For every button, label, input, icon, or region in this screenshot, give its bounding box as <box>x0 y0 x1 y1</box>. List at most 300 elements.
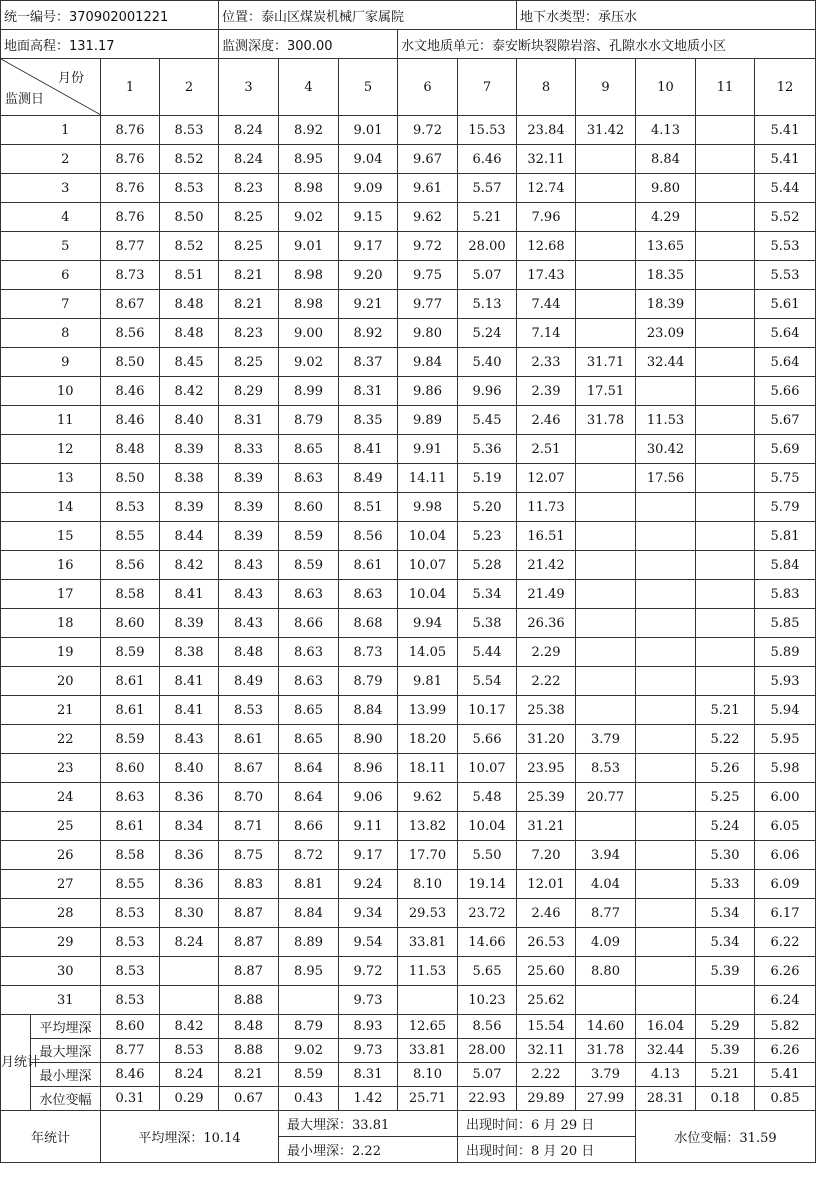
data-cell: 17.51 <box>576 377 636 406</box>
data-cell: 6.00 <box>755 783 816 812</box>
data-cell: 9.24 <box>339 870 398 899</box>
monitoring-depth: 监测深度：300.00 <box>219 30 398 59</box>
data-cell: 5.25 <box>696 783 755 812</box>
data-cell: 8.51 <box>160 261 219 290</box>
table-row <box>1 348 816 377</box>
data-cell <box>696 551 755 580</box>
data-cell: 8.42 <box>160 377 219 406</box>
data-cell: 32.44 <box>636 348 696 377</box>
month-header-cell: 1 <box>101 59 160 116</box>
data-cell: 9.84 <box>398 348 458 377</box>
data-cell: 8.43 <box>219 609 279 638</box>
data-cell: 8.55 <box>101 870 160 899</box>
data-cell: 10.07 <box>458 754 517 783</box>
data-cell: 13.82 <box>398 812 458 841</box>
day-spacer-cell <box>1 870 31 899</box>
data-cell: 9.15 <box>339 203 398 232</box>
data-cell: 8.64 <box>279 783 339 812</box>
data-cell: 8.81 <box>279 870 339 899</box>
month-header-cell: 9 <box>576 59 636 116</box>
data-cell: 6.06 <box>755 841 816 870</box>
stat-cell: 8.79 <box>279 1015 339 1039</box>
data-cell: 6.46 <box>458 145 517 174</box>
data-cell: 11.53 <box>398 957 458 986</box>
month-header-cell: 12 <box>755 59 816 116</box>
stat-cell: 8.21 <box>219 1063 279 1087</box>
table-row <box>1 899 816 928</box>
day-spacer-cell <box>1 841 31 870</box>
day-spacer-cell <box>1 319 31 348</box>
data-cell: 8.98 <box>279 290 339 319</box>
day-spacer-cell <box>1 609 31 638</box>
data-cell: 26.53 <box>517 928 576 957</box>
data-cell: 9.94 <box>398 609 458 638</box>
data-cell: 8.33 <box>219 435 279 464</box>
data-cell: 5.34 <box>458 580 517 609</box>
data-cell: 8.84 <box>636 145 696 174</box>
data-cell: 8.53 <box>101 986 160 1015</box>
data-cell: 8.55 <box>101 522 160 551</box>
data-cell: 8.56 <box>339 522 398 551</box>
data-cell: 8.37 <box>339 348 398 377</box>
day-spacer-cell <box>1 696 31 725</box>
corner-day-label: 监测日 <box>5 92 45 107</box>
month-header-cell: 2 <box>160 59 219 116</box>
stat-cell: 5.29 <box>696 1015 755 1039</box>
day-spacer-cell <box>1 725 31 754</box>
day-cell: 4 <box>31 203 101 232</box>
data-cell <box>636 667 696 696</box>
data-cell: 8.41 <box>339 435 398 464</box>
data-cell: 9.80 <box>398 319 458 348</box>
data-cell: 8.89 <box>279 928 339 957</box>
data-cell: 8.53 <box>101 493 160 522</box>
data-cell: 2.46 <box>517 406 576 435</box>
data-cell: 8.65 <box>279 435 339 464</box>
data-cell: 5.65 <box>458 957 517 986</box>
stat-cell: 8.77 <box>101 1039 160 1063</box>
stat-cell: 33.81 <box>398 1039 458 1063</box>
data-cell <box>636 580 696 609</box>
data-cell: 8.59 <box>101 638 160 667</box>
data-cell: 8.24 <box>219 116 279 145</box>
table-row <box>1 493 816 522</box>
stat-label: 最大埋深 <box>31 1039 101 1063</box>
data-cell <box>576 667 636 696</box>
data-cell: 8.25 <box>219 232 279 261</box>
data-cell: 8.41 <box>160 580 219 609</box>
data-cell <box>160 957 219 986</box>
data-cell: 8.39 <box>160 609 219 638</box>
data-cell <box>279 986 339 1015</box>
data-cell: 6.22 <box>755 928 816 957</box>
data-cell: 8.50 <box>101 464 160 493</box>
day-spacer-cell <box>1 580 31 609</box>
data-cell: 8.60 <box>101 609 160 638</box>
data-cell: 9.67 <box>398 145 458 174</box>
data-cell <box>696 116 755 145</box>
data-cell: 5.39 <box>696 957 755 986</box>
data-cell: 5.81 <box>755 522 816 551</box>
data-cell: 8.31 <box>339 377 398 406</box>
data-cell: 5.94 <box>755 696 816 725</box>
data-cell: 17.70 <box>398 841 458 870</box>
data-cell: 5.38 <box>458 609 517 638</box>
day-spacer-cell <box>1 290 31 319</box>
day-spacer-cell <box>1 928 31 957</box>
month-header-cell: 7 <box>458 59 517 116</box>
day-cell: 15 <box>31 522 101 551</box>
data-cell: 8.61 <box>219 725 279 754</box>
data-cell: 9.77 <box>398 290 458 319</box>
stat-cell: 8.24 <box>160 1063 219 1087</box>
day-cell: 25 <box>31 812 101 841</box>
day-cell: 31 <box>31 986 101 1015</box>
stat-cell: 8.88 <box>219 1039 279 1063</box>
data-cell: 5.50 <box>458 841 517 870</box>
data-cell <box>576 493 636 522</box>
day-spacer-cell <box>1 638 31 667</box>
data-cell: 23.84 <box>517 116 576 145</box>
data-cell: 8.98 <box>279 174 339 203</box>
data-cell: 5.57 <box>458 174 517 203</box>
month-header-cell: 10 <box>636 59 696 116</box>
data-cell: 7.20 <box>517 841 576 870</box>
day-cell: 6 <box>31 261 101 290</box>
data-cell: 13.65 <box>636 232 696 261</box>
day-cell: 14 <box>31 493 101 522</box>
stat-cell: 22.93 <box>458 1087 517 1111</box>
table-row <box>1 812 816 841</box>
data-cell: 10.04 <box>398 580 458 609</box>
data-cell: 9.98 <box>398 493 458 522</box>
data-cell: 5.53 <box>755 232 816 261</box>
table-row <box>1 435 816 464</box>
data-cell: 8.53 <box>219 696 279 725</box>
stat-cell: 0.67 <box>219 1087 279 1111</box>
data-cell: 8.90 <box>339 725 398 754</box>
day-spacer-cell <box>1 551 31 580</box>
data-cell: 10.17 <box>458 696 517 725</box>
data-cell: 5.22 <box>696 725 755 754</box>
data-cell: 8.21 <box>219 261 279 290</box>
data-cell: 9.89 <box>398 406 458 435</box>
data-cell: 10.04 <box>398 522 458 551</box>
data-cell: 8.53 <box>101 899 160 928</box>
data-cell: 8.59 <box>279 522 339 551</box>
data-cell: 8.46 <box>101 377 160 406</box>
data-cell: 5.21 <box>696 696 755 725</box>
data-cell: 8.76 <box>101 174 160 203</box>
data-cell: 6.05 <box>755 812 816 841</box>
data-cell: 23.95 <box>517 754 576 783</box>
stat-cell: 12.65 <box>398 1015 458 1039</box>
day-spacer-cell <box>1 232 31 261</box>
data-cell: 8.99 <box>279 377 339 406</box>
data-cell: 5.61 <box>755 290 816 319</box>
data-cell: 8.45 <box>160 348 219 377</box>
annual-min-time: 出现时间：8 月 20 日 <box>458 1137 636 1163</box>
data-cell: 8.59 <box>101 725 160 754</box>
day-spacer-cell <box>1 754 31 783</box>
month-header-cell: 3 <box>219 59 279 116</box>
annual-range: 水位变幅：31.59 <box>636 1111 816 1163</box>
table-row <box>1 928 816 957</box>
data-cell: 9.81 <box>398 667 458 696</box>
data-cell <box>696 435 755 464</box>
data-cell: 5.52 <box>755 203 816 232</box>
data-cell: 8.98 <box>279 261 339 290</box>
data-cell: 5.24 <box>458 319 517 348</box>
data-cell: 8.48 <box>160 319 219 348</box>
day-spacer-cell <box>1 464 31 493</box>
table-row <box>1 464 816 493</box>
data-cell: 9.72 <box>398 232 458 261</box>
data-cell: 5.24 <box>696 812 755 841</box>
data-cell: 8.61 <box>101 696 160 725</box>
data-cell <box>636 725 696 754</box>
day-cell: 10 <box>31 377 101 406</box>
stat-cell: 29.89 <box>517 1087 576 1111</box>
data-cell: 9.34 <box>339 899 398 928</box>
data-cell: 8.71 <box>219 812 279 841</box>
data-cell: 8.51 <box>339 493 398 522</box>
data-cell: 8.73 <box>339 638 398 667</box>
data-cell: 5.64 <box>755 319 816 348</box>
data-cell: 8.50 <box>160 203 219 232</box>
annual-average-depth: 平均埋深：10.14 <box>101 1111 279 1163</box>
month-header-row <box>1 59 816 116</box>
data-cell: 9.86 <box>398 377 458 406</box>
data-cell <box>696 406 755 435</box>
data-cell: 8.30 <box>160 899 219 928</box>
table-row <box>1 725 816 754</box>
data-cell <box>696 348 755 377</box>
data-cell: 8.52 <box>160 232 219 261</box>
data-cell: 8.61 <box>101 812 160 841</box>
data-cell: 9.62 <box>398 203 458 232</box>
stat-cell: 8.60 <box>101 1015 160 1039</box>
data-cell: 8.79 <box>279 406 339 435</box>
groundwater-type: 地下水类型：承压水 <box>517 1 816 30</box>
data-cell: 5.75 <box>755 464 816 493</box>
data-cell: 8.48 <box>101 435 160 464</box>
data-cell: 2.22 <box>517 667 576 696</box>
data-cell: 8.58 <box>101 841 160 870</box>
data-cell <box>636 812 696 841</box>
data-cell: 28.00 <box>458 232 517 261</box>
stat-cell: 27.99 <box>576 1087 636 1111</box>
data-cell: 9.75 <box>398 261 458 290</box>
data-cell <box>696 377 755 406</box>
data-cell <box>160 986 219 1015</box>
data-cell: 5.20 <box>458 493 517 522</box>
day-spacer-cell <box>1 435 31 464</box>
day-spacer-cell <box>1 667 31 696</box>
data-cell: 5.41 <box>755 116 816 145</box>
data-cell: 9.17 <box>339 232 398 261</box>
data-cell: 8.29 <box>219 377 279 406</box>
data-cell: 23.09 <box>636 319 696 348</box>
data-cell: 25.60 <box>517 957 576 986</box>
data-cell: 9.21 <box>339 290 398 319</box>
data-cell: 14.11 <box>398 464 458 493</box>
stat-cell: 8.56 <box>458 1015 517 1039</box>
data-cell: 14.05 <box>398 638 458 667</box>
data-cell: 8.63 <box>279 580 339 609</box>
data-cell: 3.79 <box>576 725 636 754</box>
data-cell: 5.83 <box>755 580 816 609</box>
data-cell: 8.75 <box>219 841 279 870</box>
data-cell: 8.49 <box>339 464 398 493</box>
monthly-stat-row <box>1 1063 816 1087</box>
data-cell: 8.87 <box>219 957 279 986</box>
header-row-1 <box>1 1 816 30</box>
stat-cell: 0.18 <box>696 1087 755 1111</box>
data-cell: 8.53 <box>101 957 160 986</box>
day-cell: 23 <box>31 754 101 783</box>
data-cell: 8.67 <box>219 754 279 783</box>
day-cell: 17 <box>31 580 101 609</box>
stat-label: 平均埋深 <box>31 1015 101 1039</box>
data-cell: 4.04 <box>576 870 636 899</box>
data-cell: 5.34 <box>696 899 755 928</box>
data-cell <box>576 638 636 667</box>
data-cell: 8.79 <box>339 667 398 696</box>
data-cell: 2.29 <box>517 638 576 667</box>
data-cell: 8.39 <box>219 522 279 551</box>
data-cell: 9.11 <box>339 812 398 841</box>
data-cell: 8.39 <box>219 493 279 522</box>
data-cell: 25.39 <box>517 783 576 812</box>
data-cell <box>696 232 755 261</box>
day-cell: 26 <box>31 841 101 870</box>
day-spacer-cell <box>1 145 31 174</box>
day-spacer-cell <box>1 174 31 203</box>
data-cell: 8.42 <box>160 551 219 580</box>
data-cell: 8.36 <box>160 783 219 812</box>
table-row <box>1 986 816 1015</box>
data-cell <box>636 841 696 870</box>
data-cell: 3.94 <box>576 841 636 870</box>
data-cell: 25.38 <box>517 696 576 725</box>
data-cell: 31.78 <box>576 406 636 435</box>
data-cell: 18.11 <box>398 754 458 783</box>
data-cell: 10.04 <box>458 812 517 841</box>
data-cell: 8.56 <box>101 551 160 580</box>
data-cell: 5.28 <box>458 551 517 580</box>
data-cell: 4.29 <box>636 203 696 232</box>
data-cell: 8.24 <box>219 145 279 174</box>
data-cell: 6.09 <box>755 870 816 899</box>
data-cell <box>696 145 755 174</box>
data-cell: 2.39 <box>517 377 576 406</box>
data-cell: 8.40 <box>160 406 219 435</box>
stat-cell: 5.21 <box>696 1063 755 1087</box>
data-cell: 5.54 <box>458 667 517 696</box>
data-cell: 8.31 <box>219 406 279 435</box>
data-cell: 5.66 <box>458 725 517 754</box>
data-cell: 8.21 <box>219 290 279 319</box>
day-cell: 30 <box>31 957 101 986</box>
data-cell <box>636 551 696 580</box>
data-cell: 5.64 <box>755 348 816 377</box>
data-cell: 8.88 <box>219 986 279 1015</box>
data-cell: 8.53 <box>160 116 219 145</box>
data-cell <box>696 319 755 348</box>
data-cell: 30.42 <box>636 435 696 464</box>
data-cell <box>696 667 755 696</box>
data-cell: 8.66 <box>279 609 339 638</box>
data-cell: 8.56 <box>101 319 160 348</box>
data-cell <box>576 174 636 203</box>
data-cell: 8.73 <box>101 261 160 290</box>
data-cell: 8.87 <box>219 928 279 957</box>
data-cell: 9.61 <box>398 174 458 203</box>
data-cell: 8.48 <box>160 290 219 319</box>
corner-month-label: 月份 <box>57 71 84 86</box>
data-cell <box>576 261 636 290</box>
data-cell: 8.40 <box>160 754 219 783</box>
data-cell: 23.72 <box>458 899 517 928</box>
data-cell <box>576 435 636 464</box>
data-cell: 10.07 <box>398 551 458 580</box>
data-cell: 8.53 <box>576 754 636 783</box>
data-cell: 8.87 <box>219 899 279 928</box>
data-cell <box>576 580 636 609</box>
data-cell: 5.21 <box>458 203 517 232</box>
data-cell: 18.20 <box>398 725 458 754</box>
data-cell: 5.44 <box>458 638 517 667</box>
day-cell: 5 <box>31 232 101 261</box>
data-cell: 8.92 <box>279 116 339 145</box>
day-spacer-cell <box>1 812 31 841</box>
stat-cell: 3.79 <box>576 1063 636 1087</box>
stat-cell: 8.53 <box>160 1039 219 1063</box>
stat-cell: 32.11 <box>517 1039 576 1063</box>
data-cell <box>576 696 636 725</box>
day-spacer-cell <box>1 116 31 145</box>
data-cell: 8.66 <box>279 812 339 841</box>
data-cell: 9.17 <box>339 841 398 870</box>
diagonal-corner-cell <box>1 59 101 116</box>
table-row <box>1 232 816 261</box>
data-cell: 5.93 <box>755 667 816 696</box>
data-cell: 9.73 <box>339 986 398 1015</box>
data-cell: 9.62 <box>398 783 458 812</box>
day-spacer-cell <box>1 406 31 435</box>
data-cell: 5.30 <box>696 841 755 870</box>
stat-cell: 32.44 <box>636 1039 696 1063</box>
data-cell: 8.70 <box>219 783 279 812</box>
day-cell: 28 <box>31 899 101 928</box>
data-cell <box>696 580 755 609</box>
data-cell: 9.80 <box>636 174 696 203</box>
stat-cell: 5.39 <box>696 1039 755 1063</box>
day-cell: 24 <box>31 783 101 812</box>
data-cell: 8.34 <box>160 812 219 841</box>
data-cell: 5.84 <box>755 551 816 580</box>
stat-cell: 9.02 <box>279 1039 339 1063</box>
data-cell: 29.53 <box>398 899 458 928</box>
data-cell <box>636 957 696 986</box>
table-row <box>1 580 816 609</box>
data-cell: 8.63 <box>279 667 339 696</box>
data-cell: 7.44 <box>517 290 576 319</box>
table-row <box>1 783 816 812</box>
data-cell: 5.85 <box>755 609 816 638</box>
data-cell: 33.81 <box>398 928 458 957</box>
